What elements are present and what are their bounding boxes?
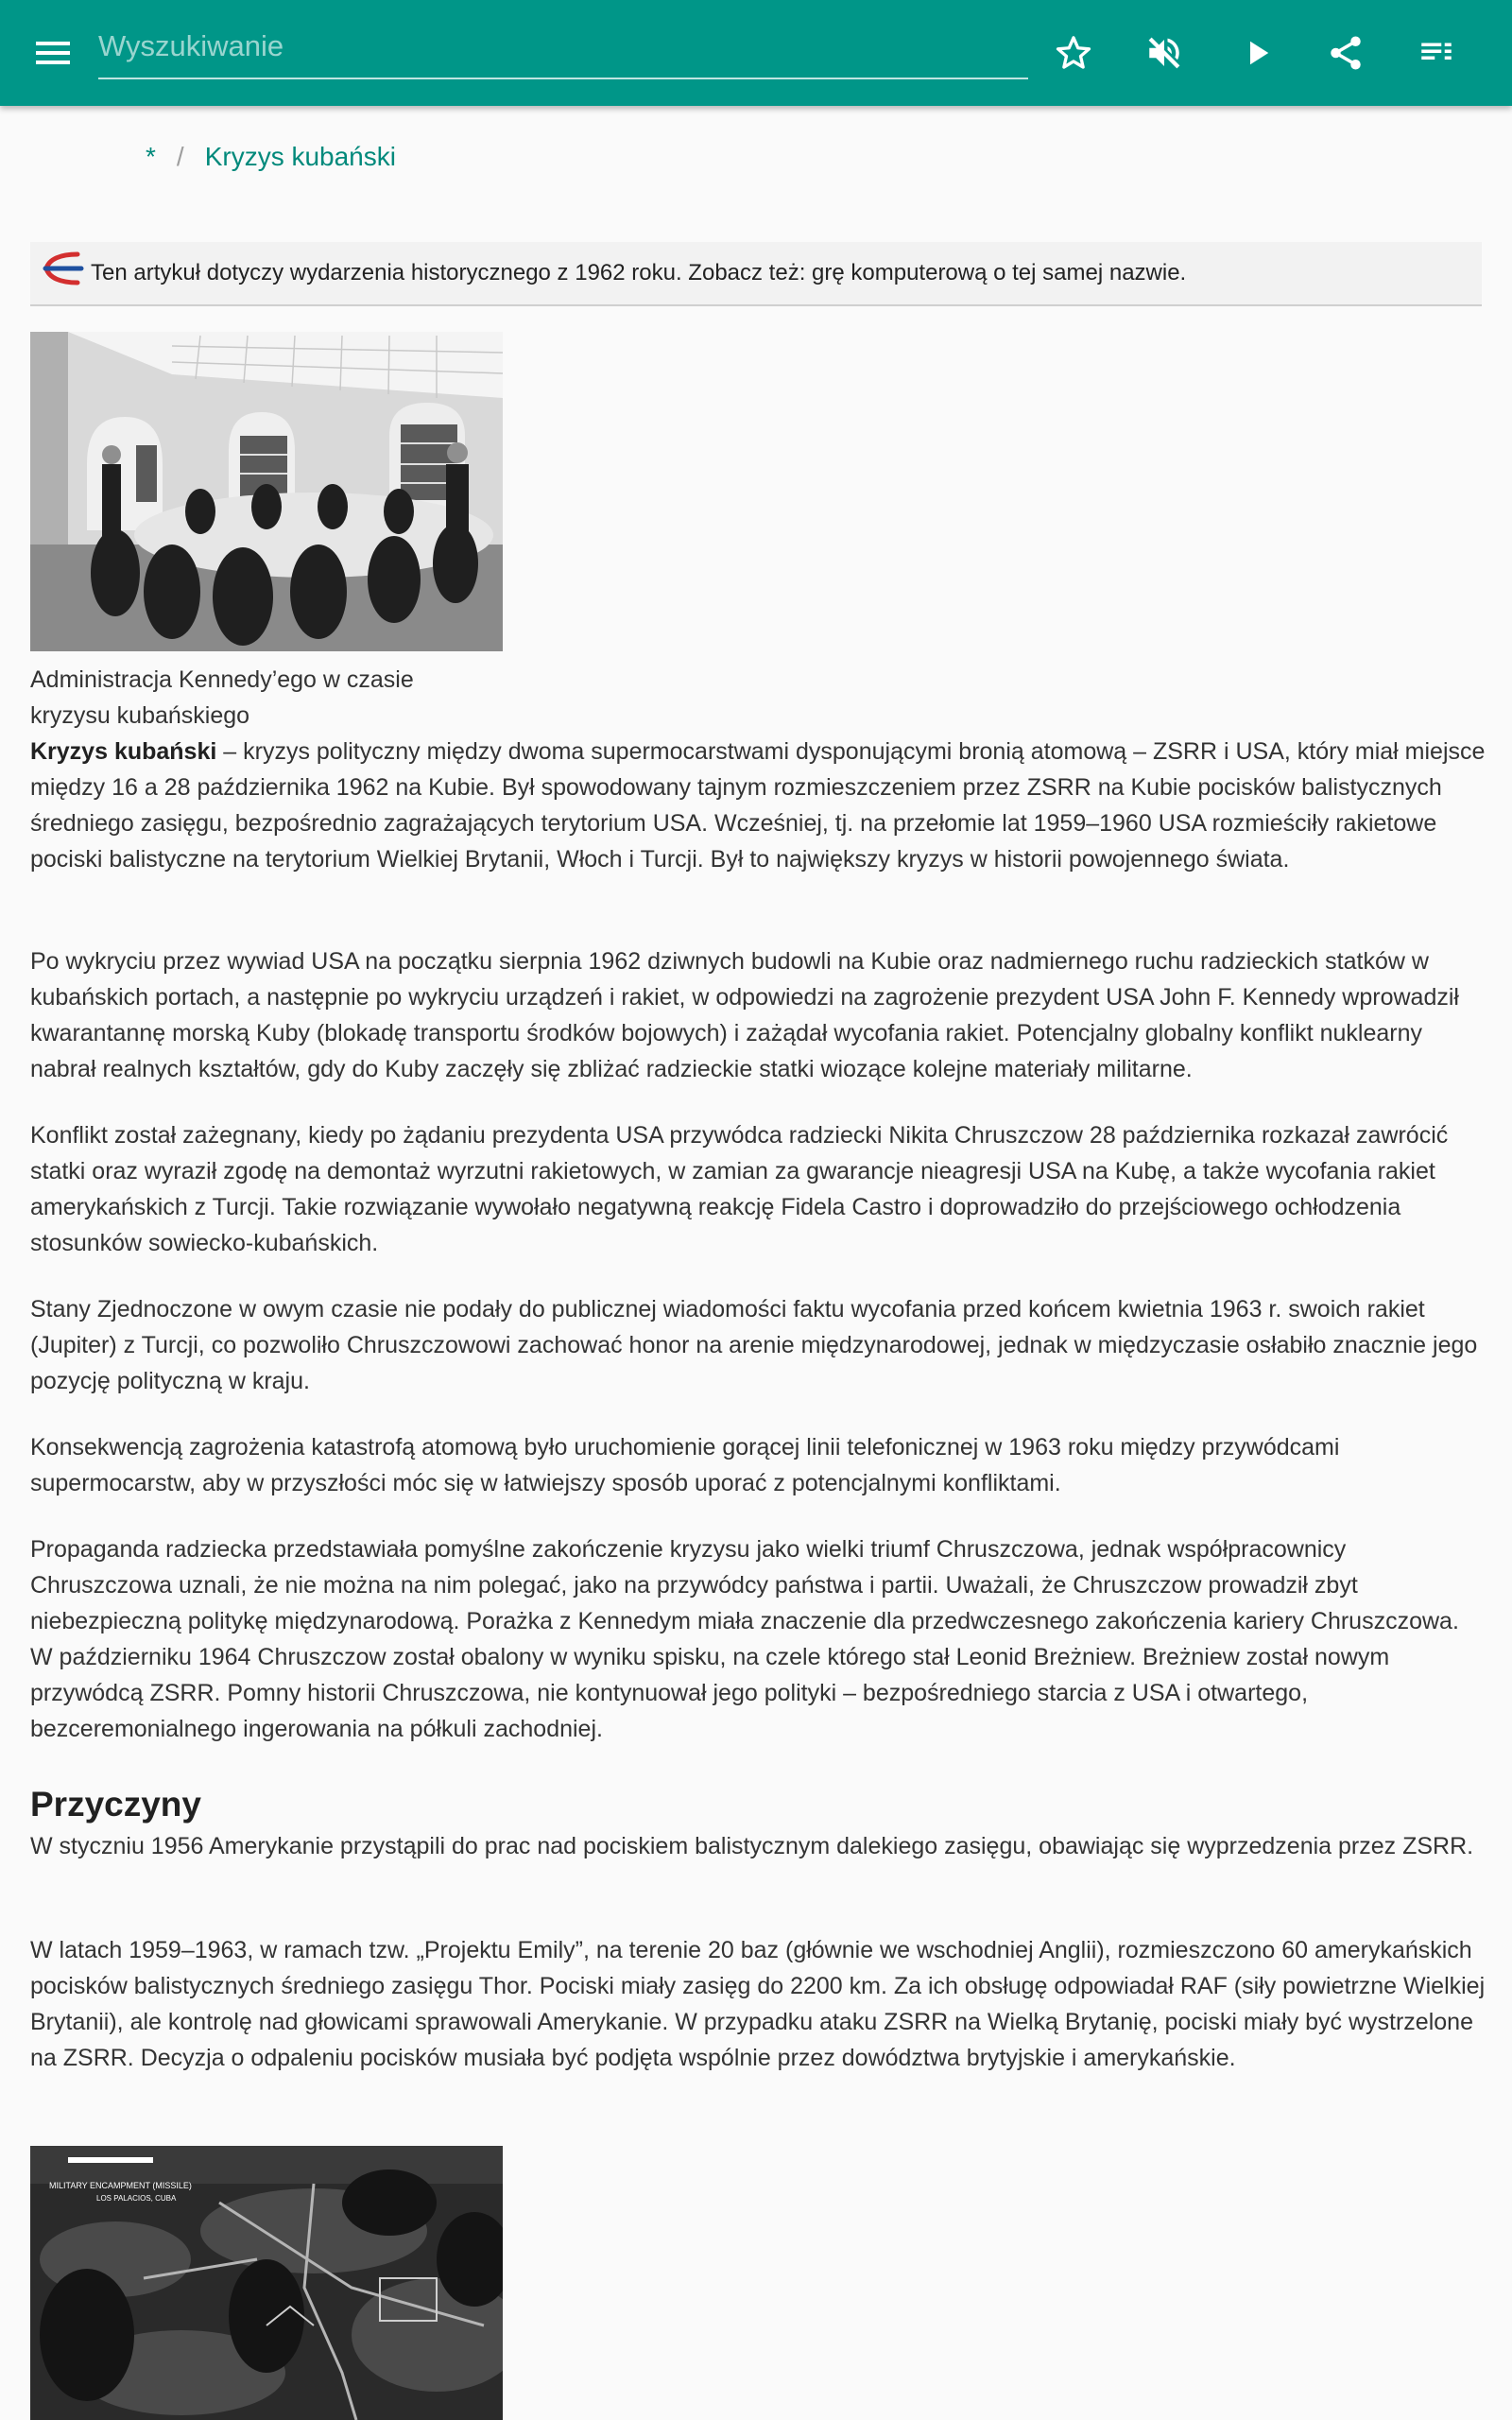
- menu-button[interactable]: [26, 30, 79, 76]
- mute-button[interactable]: [1138, 26, 1191, 79]
- table-of-contents-button[interactable]: [1410, 26, 1463, 79]
- paragraph-text: Propaganda radziecka przedstawiała pomyślne zakończenie kryzysu jako wielki triumf Chruszczowa, jednak współpracownicy Chruszczowa uznali, że nie można na nim polegać, jako na przywódcy państwa i partii. Uważali, że Chruszczow prowadził zbyt niebezpieczną politykę międzynarodową. Porażka z Kennedym miała znaczenie dla przedwczesnego zakończenia kariery Chruszczowa. W październiku 1964 Chruszczow został obalony w wyniku spisku, na czele którego stał Leonid Breżniew. Breżniew został nowym przywódcą ZSRR. Pomny historii Chruszczowa, nie kontynuował jego polityki – bezpośredniego starcia z USA i otwartego, bezceremonialnego ingerowania na półkuli zachodniej.: [30, 1536, 1459, 1742]
- paragraph: [30, 943, 1486, 1087]
- search-box: [98, 19, 1028, 79]
- photo-image: [30, 2146, 503, 2420]
- photo-label: LOS PALACIOS, CUBA: [96, 2194, 177, 2203]
- volume-off-icon: [1144, 33, 1184, 73]
- disambiguation-hatnote: [30, 242, 1482, 306]
- hatnote-text: Ten artykuł dotyczy wydarzenia historycznego z 1962 roku. Zobacz też: grę komputerową o tej samej nazwie.: [91, 260, 1187, 285]
- play-button[interactable]: [1230, 26, 1283, 79]
- breadcrumb-current-link[interactable]: Kryzys kubański: [204, 142, 396, 171]
- paragraph-text: Po wykryciu przez wywiad USA na początku sierpnia 1962 dziwnych budowli na Kubie oraz nadmiernego ruchu radzieckich statków w kubańskich portach, a następnie po wykryciu urządzeń i rakiet, w odpowiedzi na zagrożenie prezydent USA John F. Kennedy wprowadził kwarantannę morską Kuby (blokadę transportu środków bojowych) i zażądał wycofania rakiet. Potencjalny globalny konflikt nuklearny nabrał realnych kształtów, gdy do Kuby zaczęły się zbliżać radzieckie statki wiozące kolejne materiały militarne.: [30, 948, 1459, 1082]
- paragraph-text: Konsekwencją zagrożenia katastrofą atomową było uruchomienie gorącej linii telefonicznej w 1963 roku między przywódcami supermocarstw, aby w przyszłości móc się w łatwiejszy sposób uporać z potencjalnymi konfliktami.: [30, 1434, 1340, 1496]
- app-toolbar: [0, 0, 1512, 106]
- menu-icon: [34, 38, 72, 68]
- photo-caption: Administracja Kennedy’ego w czasie kryzysu kubańskiego: [30, 666, 414, 729]
- disambiguation-icon: [40, 248, 85, 289]
- photo-image: [30, 332, 503, 651]
- play-icon: [1237, 33, 1277, 73]
- paragraph-text: Stany Zjednoczone w owym czasie nie podały do publicznej wiadomości faktu wycofania przed końcem kwietnia 1963 r. swoich rakiet (Jupiter) z Turcji, co pozwoliło Chruszczowowi zachować honor na arenie międzynarodowej, jednak w międzyczasie osłabiło znacznie jego pozycję polityczną w kraju.: [30, 1296, 1478, 1394]
- share-button[interactable]: [1319, 26, 1372, 79]
- paragraph: [30, 1117, 1486, 1261]
- kennedy-administration-photo[interactable]: [30, 332, 503, 651]
- breadcrumb-separator: /: [176, 142, 184, 171]
- paragraph-text: Konflikt został zażegnany, kiedy po żądaniu prezydenta USA przywódca radziecki Nikita Chruszczow 28 października rozkazał zawrócić statki oraz wyraził zgodę na demontaż wyrzutni rakietowych, w zamian za gwarancje nieagresji USA na Kubę, a także wycofania rakiet amerykańskich z Turcji. Takie rozwiązanie wywołało negatywną reakcję Fidela Castro i doprowadziło do przejściowego ochłodzenia stosunków sowiecko-kubańskich.: [30, 1122, 1449, 1256]
- paragraph: [30, 1932, 1486, 2076]
- paragraph: [30, 1429, 1486, 1501]
- share-icon: [1326, 33, 1366, 73]
- photo-label: MILITARY ENCAMPMENT (MISSILE): [49, 2181, 192, 2190]
- paragraph-text: W styczniu 1956 Amerykanie przystąpili do prac nad pociskiem balistycznym dalekiego zasięgu, obawiając się wyprzedzenia przez ZSRR.: [30, 1833, 1474, 1859]
- section-heading: Przyczyny: [30, 1785, 201, 1824]
- paragraph-text: W latach 1959–1963, w ramach tzw. „Projektu Emily”, na terenie 20 baz (głównie we wschodniej Anglii), rozmieszczono 60 amerykańskich pocisków balistycznych średniego zasięgu Thor. Pociski miały zasięg do 2200 km. Za ich obsługę odpowiadał RAF (siły powietrzne Wielkiej Brytanii), ale kontrolę nad głowicami sprawowali Amerykanie. W przypadku ataku ZSRR na Wielką Brytanię, pociski miały być wystrzelone na ZSRR. Decyzja o odpaleniu pocisków musiała być podjęta wspólnie przez dowództwa brytyjskie i amerykańskie.: [30, 1937, 1486, 2071]
- favorite-button[interactable]: [1047, 26, 1100, 79]
- search-input[interactable]: [98, 25, 1024, 68]
- aerial-reconnaissance-photo[interactable]: [30, 2146, 503, 2420]
- lead-text: – kryzys polityczny między dwoma supermocarstwami dysponującymi bronią atomową – ZSRR i USA, który miał miejsce między 16 a 28 października 1962 na Kubie. Był spowodowany tajnym rozmieszczeniem przez ZSRR na Kubie pocisków balistycznych średniego zasięgu, bezpośrednio zagrażających terytorium USA. Wcześniej, tj. na przełomie lat 1959–1960 USA rozmieściły rakietowe pociski balistyczne na terytorium Wielkiej Brytanii, Włoch i Turcji. Był to największy kryzys w historii powojennego świata.: [30, 738, 1486, 873]
- playlist-icon: [1417, 33, 1456, 73]
- article-title-bold: Kryzys kubański: [30, 738, 217, 765]
- breadcrumb-home-link[interactable]: *: [146, 142, 156, 171]
- paragraph: [30, 1531, 1486, 1747]
- paragraph: [30, 1828, 1486, 1864]
- paragraph: [30, 1291, 1486, 1399]
- breadcrumb: [146, 140, 396, 174]
- lead-paragraph: [30, 734, 1486, 877]
- star-outline-icon: [1054, 33, 1093, 73]
